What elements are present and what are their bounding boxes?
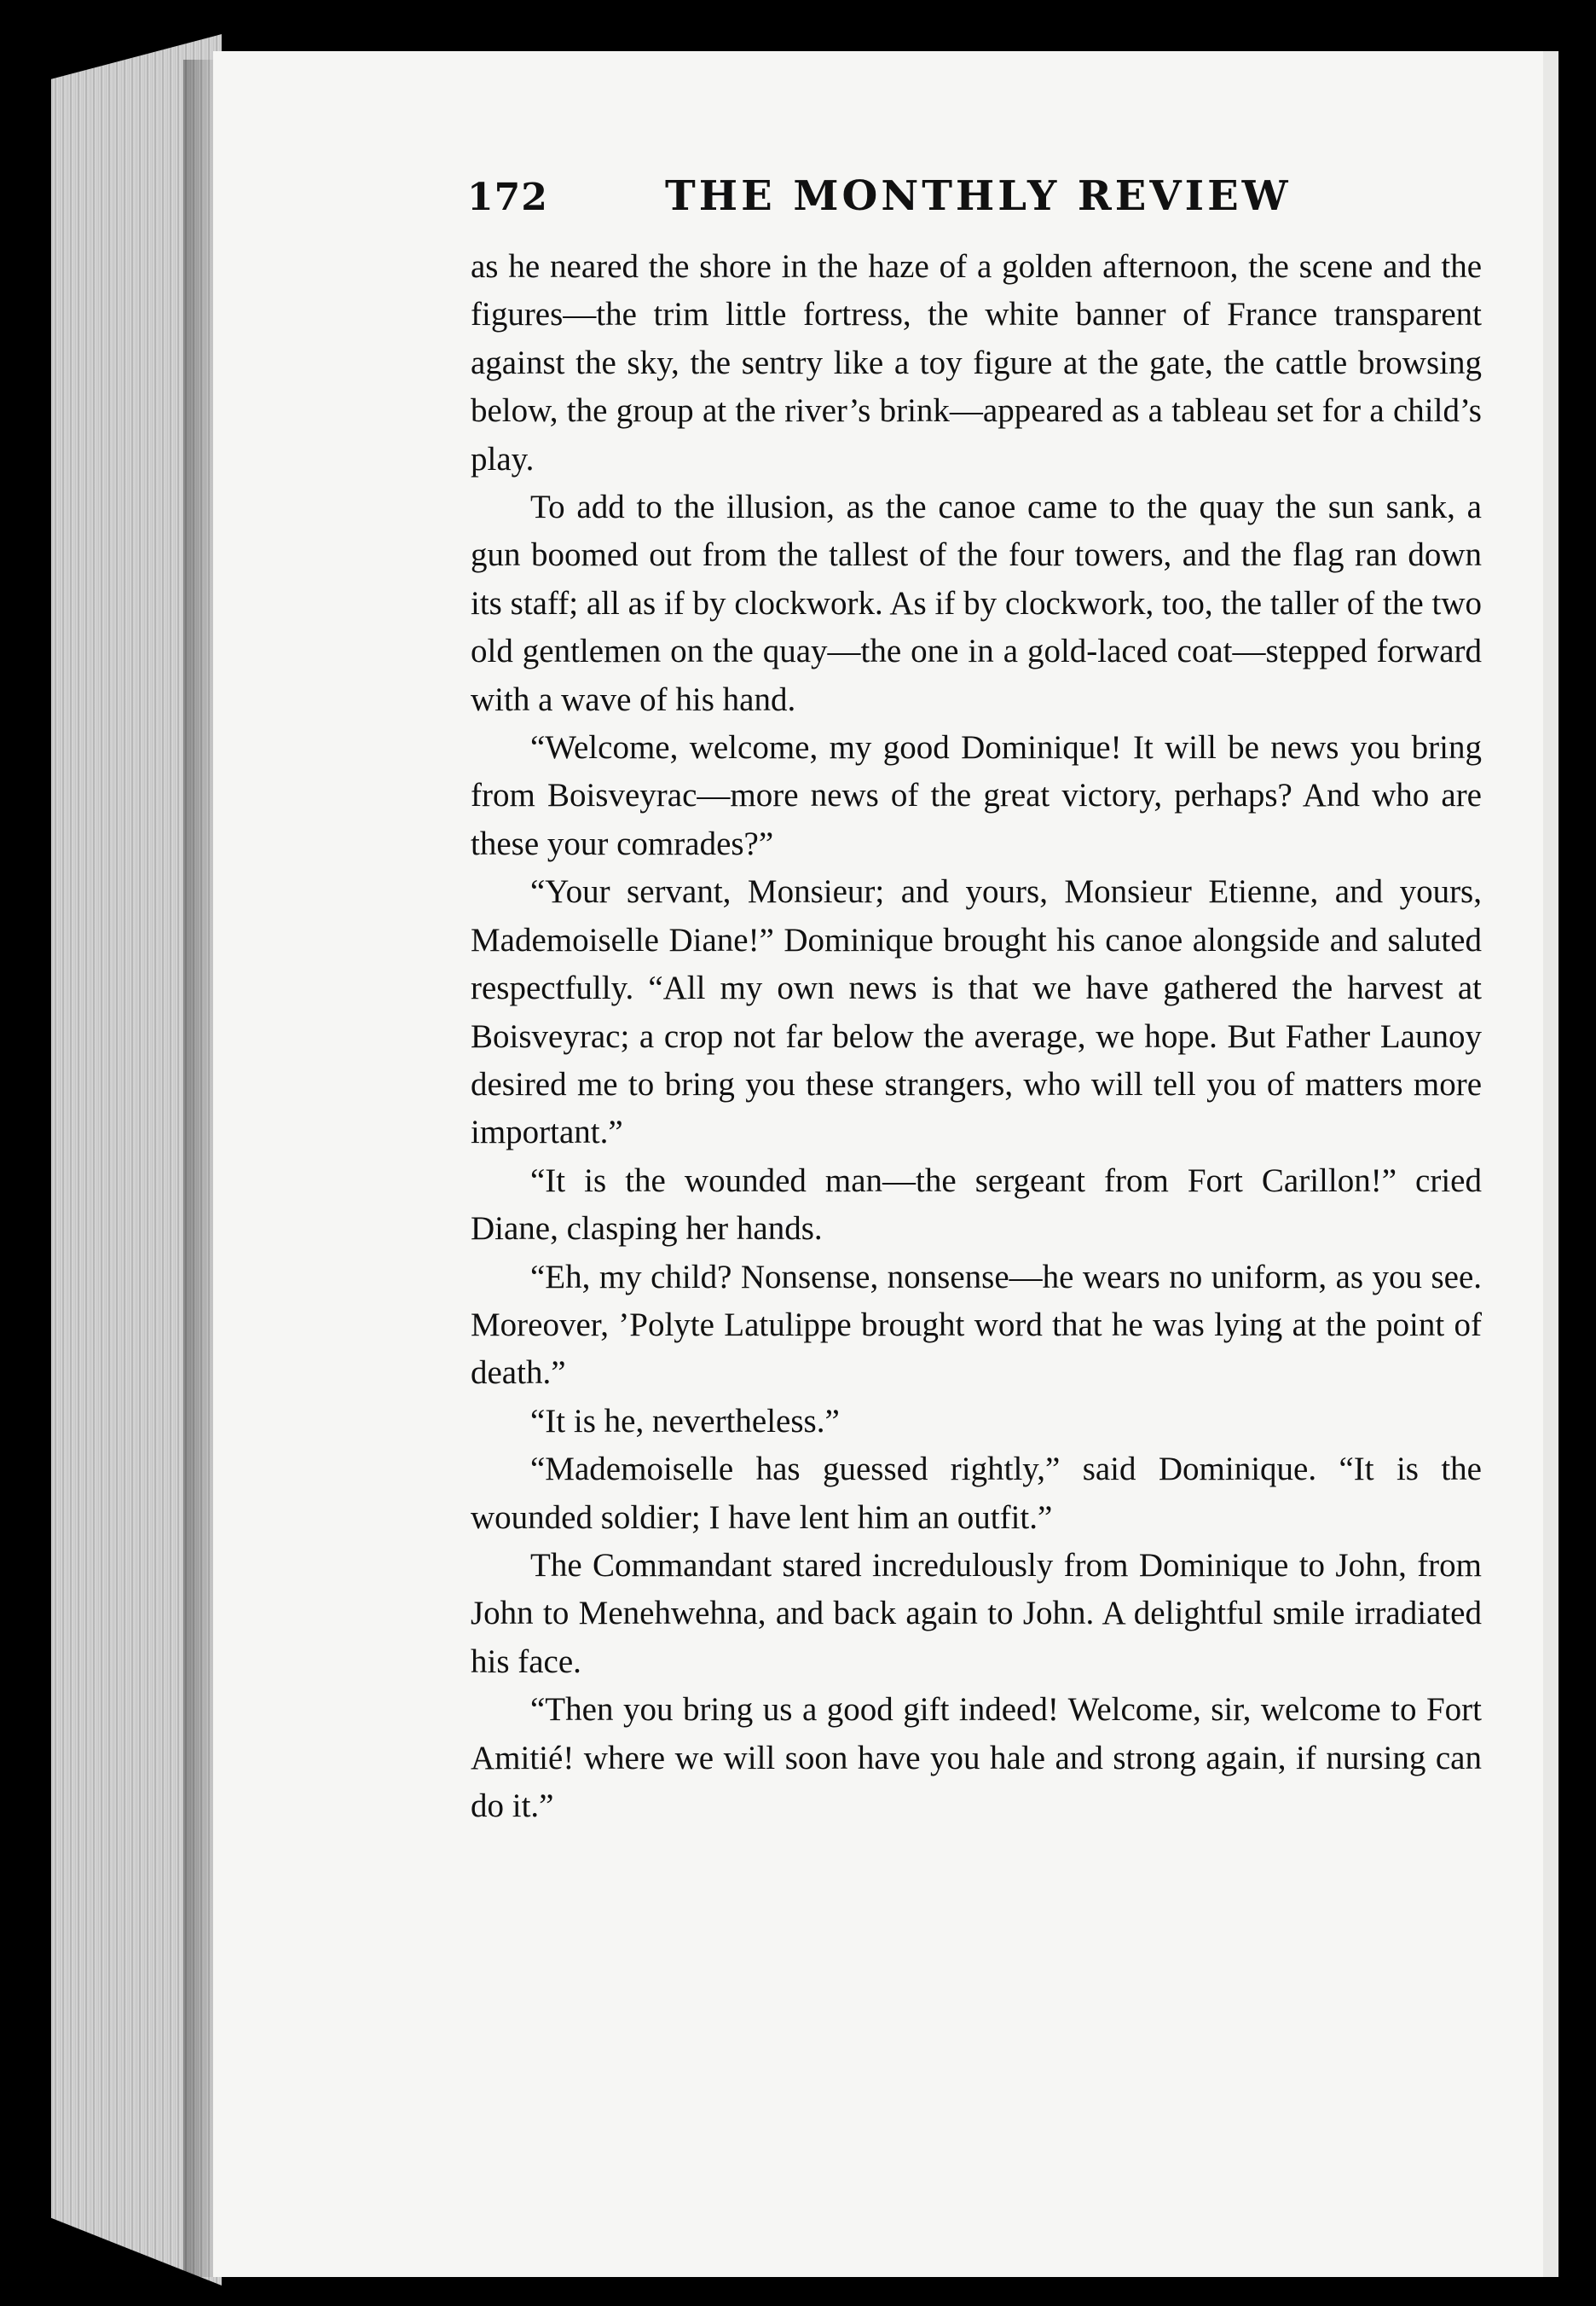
paragraph: To add to the illusion, as the canoe came to the quay the sun sank, a gun boomed out from the tallest of the four towers, and the flag ran down its staff; all as if by clockwork. As if by clockwork, too, the taller of the two old gentlemen on the quay—the one in a gold-laced coat—stepped forward with a wave of his hand.	[471, 489, 1482, 718]
scan-border-right	[1558, 34, 1596, 2306]
page-header	[467, 171, 1482, 230]
paragraph: as he neared the shore in the haze of a golden afternoon, the scene and the figures—the trim little fortress, the white banner of France transparent against the sky, the sentry like a toy figure at the gate, the cattle browsing below, the group at the river’s brink—appeared as a tableau set for a child’s play.	[471, 248, 1482, 478]
paragraph: “It is the wounded man—the sergeant from Fort Carillon!” cried Diane, clasping her hands.	[471, 1162, 1482, 1248]
paragraph: “Welcome, welcome, my good Dominique! It will be news you bring from Boisveyrac—more news of the great victory, perhaps? And who are these your comrades?”	[471, 729, 1482, 862]
page-right-margin	[1543, 51, 1558, 2277]
paragraph: “Eh, my child? Nonsense, nonsense—he wears no uniform, as you see. Moreover, ’Polyte Latulippe brought word that he was lying at the point of death.”	[471, 1258, 1482, 1392]
paragraph: “Then you bring us a good gift indeed! Welcome, sir, welcome to Fort Amitié! where we will soon have you hale and strong again, if nursing can do it.”	[471, 1691, 1482, 1824]
paragraph: “It is he, nevertheless.”	[530, 1402, 840, 1440]
page-number: 172	[467, 176, 548, 219]
gutter-shadow	[183, 60, 217, 2277]
paragraph: “Your servant, Monsieur; and yours, Monsieur Etienne, and yours, Mademoiselle Diane!” Dominique brought his canoe alongside and saluted respectfully. “All my own news is that we have gathered the harvest at Boisveyrac; a crop not far below the average, we hope. But Father Launoy desired me to bring you these strangers, who will tell you of matters more important.”	[471, 873, 1482, 1151]
running-title: THE MONTHLY REVIEW	[665, 172, 1292, 220]
paragraph: “Mademoiselle has guessed rightly,” said Dominique. “It is the wounded soldier; I have lent him an outfit.”	[471, 1451, 1482, 1536]
paragraph: The Commandant stared incredulously from Dominique to John, from John to Menehwehna, and back again to John. A delightful smile irradiated his face.	[471, 1546, 1482, 1680]
body-text	[471, 243, 1482, 1830]
